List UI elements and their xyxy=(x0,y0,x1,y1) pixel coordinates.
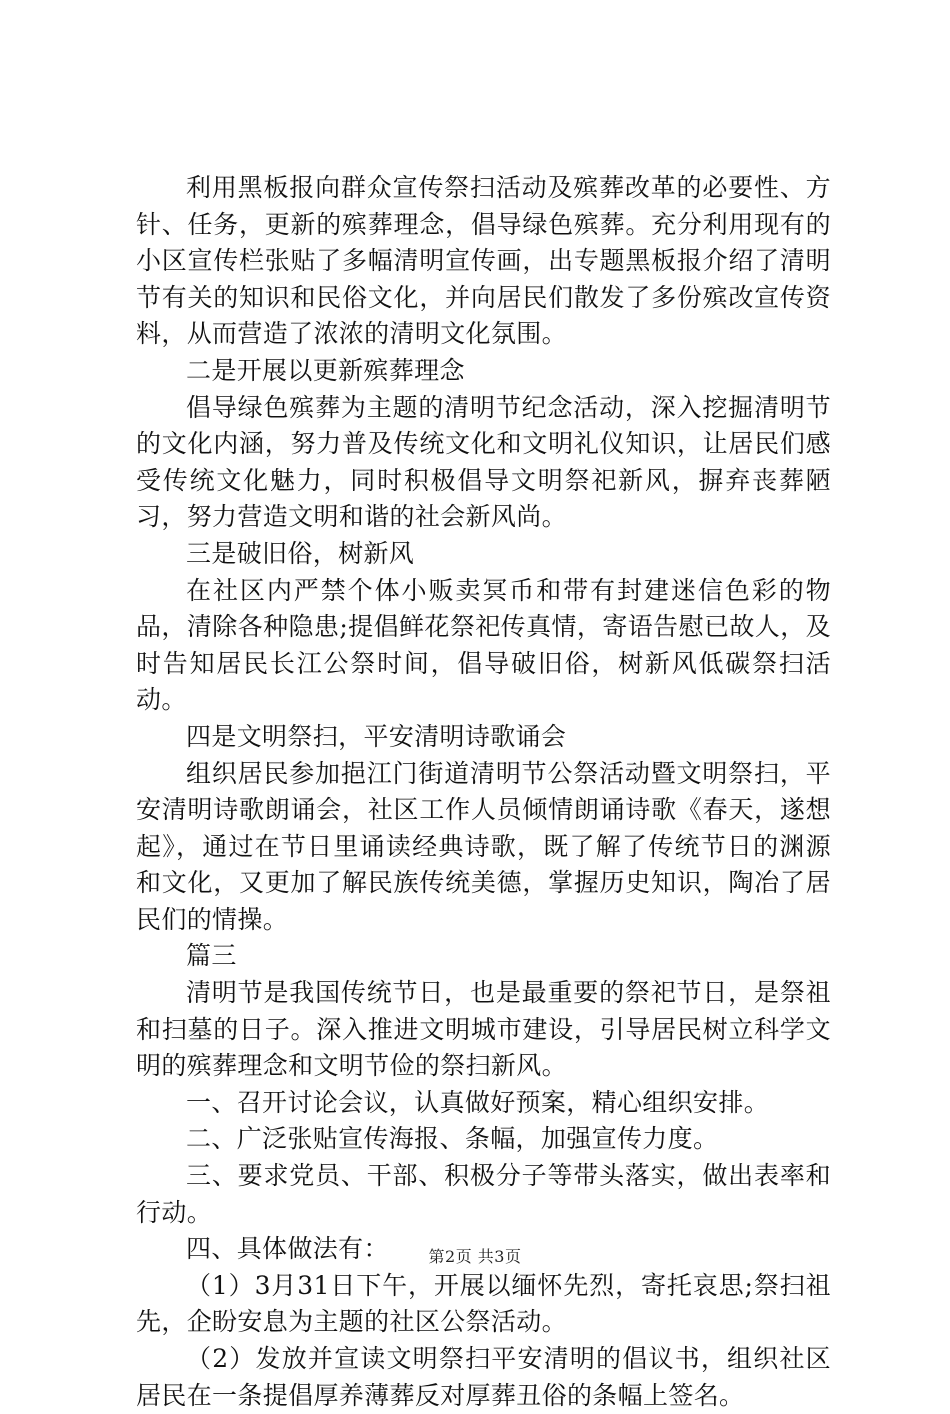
paragraph-publicity: 利用黑板报向群众宣传祭扫活动及殡葬改革的必要性、方针、任务，更新的殡葬理念，倡导绿色殡葬。充分利用现有的小区宣传栏张贴了多幅清明宣传画，出专题黑板报介绍了清明节有关的知识和民俗文化，并向居民们散发了多份殡改宣传资料，从而营造了浓浓的清明文化氛围。 xyxy=(136,173,831,349)
heading-fourth-point: 四是文明祭扫，平安清明诗歌诵会 xyxy=(186,721,567,751)
document-body xyxy=(136,170,831,1414)
list-item-four: 四、具体做法有： xyxy=(186,1234,389,1264)
page-footer: 第2页 共3页 xyxy=(428,1247,522,1266)
heading-second-point: 二是开展以更新殡葬理念 xyxy=(186,355,465,385)
heading-part-three: 篇三 xyxy=(186,941,237,971)
list-item-one: 一、召开讨论会议，认真做好预案，精心组织安排。 xyxy=(186,1087,770,1117)
list-item-three: 三、要求党员、干部、积极分子等带头落实，做出表率和行动。 xyxy=(136,1161,831,1227)
paragraph-qingming-intro: 清明节是我国传统节日，也是最重要的祭祀节日，是祭祖和扫墓的日子。深入推进文明城市建设，引导居民树立科学文明的殡葬理念和文明节俭的祭扫新风。 xyxy=(136,978,831,1081)
paragraph-new-customs: 在社区内严禁个体小贩卖冥币和带有封建迷信色彩的物品，清除各种隐患;提倡鲜花祭祀传真情，寄语告慰已故人，及时告知居民长江公祭时间，倡导破旧俗，树新风低碳祭扫活动。 xyxy=(136,575,831,715)
sub-item-two: （2）发放并宣读文明祭扫平安清明的倡议书，组织社区居民在一条提倡厚养薄葬反对厚葬丑俗的条幅上签名。 xyxy=(136,1344,831,1410)
paragraph-poetry-recital: 组织居民参加挹江门街道清明节公祭活动暨文明祭扫，平安清明诗歌朗诵会，社区工作人员倾情朗诵诗歌《春天，遂想起》，通过在节日里诵读经典诗歌，既了解了传统节日的渊源和文化，又更加了解民族传统美德，掌握历史知识，陶冶了居民们的情操。 xyxy=(136,758,831,934)
heading-third-point: 三是破旧俗，树新风 xyxy=(186,538,415,568)
list-item-two: 二、广泛张贴宣传海报、条幅，加强宣传力度。 xyxy=(186,1124,719,1154)
sub-item-one: （1）3月31日下午，开展以缅怀先烈，寄托哀思;祭扫祖先，企盼安息为主题的社区公祭活动。 xyxy=(136,1270,831,1337)
paragraph-green-funeral: 倡导绿色殡葬为主题的清明节纪念活动，深入挖掘清明节的文化内涵，努力普及传统文化和文明礼仪知识，让居民们感受传统文化魅力，同时积极倡导文明祭祀新风，摒弃丧葬陋习，努力营造文明和谐的社会新风尚。 xyxy=(136,392,831,532)
